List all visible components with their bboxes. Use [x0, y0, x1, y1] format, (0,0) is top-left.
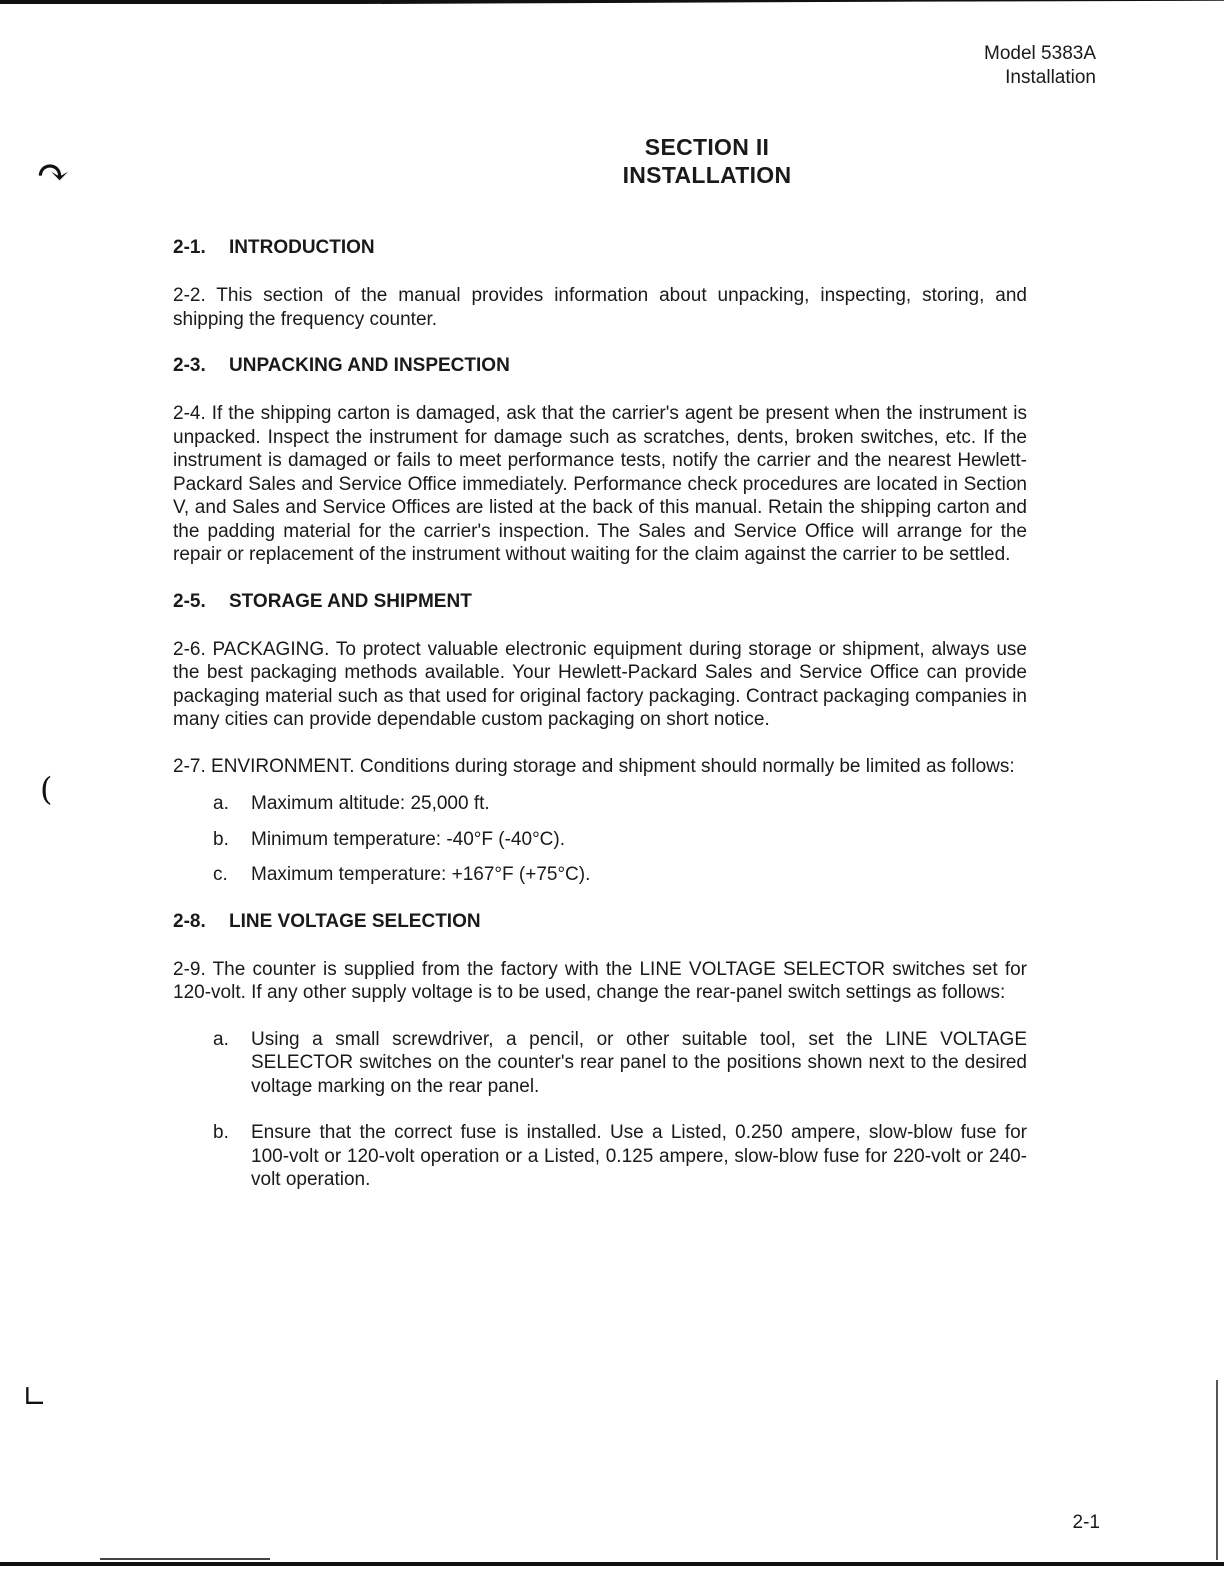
scan-mark-bottom-icon: ∟ — [22, 1380, 48, 1415]
scan-mark-mid-icon: ( — [40, 770, 53, 808]
environment-list — [173, 792, 1027, 887]
heading-number: 2-8. — [173, 910, 206, 932]
list-text: Maximum altitude: 25,000 ft. — [251, 793, 490, 814]
list-item — [173, 863, 1027, 887]
section-heading — [0, 133, 1224, 189]
header-model: Model 5383A — [984, 43, 1096, 64]
scan-right-edge — [1216, 1380, 1218, 1560]
heading-number: 2-3. — [173, 355, 206, 376]
heading-text: LINE VOLTAGE SELECTION — [229, 910, 481, 932]
list-text: Ensure that the correct fuse is installed. Use a Listed, 0.250 ampere, slow-blow fuse for 100-volt or 120-volt operation or a Listed, 0.125 ampere, slow-blow fuse for 220-volt or 240-volt operation. — [251, 1122, 1027, 1190]
top-scan-edge — [0, 0, 1224, 8]
list-marker: a. — [213, 793, 229, 814]
document-body — [173, 236, 1027, 1215]
list-marker: c. — [213, 864, 228, 885]
page-number: 2-1 — [1072, 1512, 1100, 1533]
voltage-steps-list — [173, 1028, 1027, 1192]
heading-number: 2-5. — [173, 590, 206, 612]
list-item — [173, 792, 1027, 816]
list-item — [173, 1121, 1027, 1192]
section-title: INSTALLATION — [622, 162, 792, 188]
heading-line-voltage — [173, 910, 1027, 934]
header-section-name: Installation — [1005, 67, 1096, 88]
paragraph-2-2: 2-2. This section of the manual provides information about unpacking, inspecting, storing, and shipping the frequency counter. — [173, 285, 1027, 330]
list-text: Using a small screwdriver, a pencil, or other suitable tool, set the LINE VOLTAGE SELECTOR switches on the counter's rear panel to the positions shown next to the desired voltage marking on the rear panel. — [251, 1028, 1027, 1097]
section-number: SECTION II — [644, 134, 770, 160]
heading-text: STORAGE AND SHIPMENT — [229, 590, 472, 612]
heading-number: 2-1. — [173, 237, 206, 258]
page-header — [984, 42, 1096, 90]
heading-unpacking — [173, 354, 1027, 378]
paragraph-2-6: 2-6. PACKAGING. To protect valuable electronic equipment during storage or shipment, always use the best packaging methods available. Your Hewlett-Packard Sales and Service Office can provide packaging material such as that used for original factory packaging. Contract packaging companies in many cities can provide dependable custom packaging on short notice. — [173, 638, 1027, 730]
scan-bottom-edge — [0, 1562, 1224, 1566]
heading-introduction — [173, 236, 1027, 260]
heading-text: INTRODUCTION — [229, 237, 375, 258]
paragraph-2-9: 2-9. The counter is supplied from the factory with the LINE VOLTAGE SELECTOR switches set for 120-volt. If any other supply voltage is to be used, change the rear-panel switch settings as follows: — [173, 958, 1027, 1003]
list-text: Maximum temperature: +167°F (+75°C). — [251, 864, 591, 885]
scan-bottom-line-thin — [100, 1558, 270, 1560]
paragraph-2-7: 2-7. ENVIRONMENT. Conditions during storage and shipment should normally be limited as follows: — [173, 755, 1015, 777]
list-marker: b. — [213, 828, 229, 850]
scan-mark-top-icon: ↷ — [36, 150, 70, 196]
list-item — [173, 1028, 1027, 1099]
paragraph-2-4: 2-4. If the shipping carton is damaged, ask that the carrier's agent be present when the instrument is unpacked. Inspect the instrument for damage such as scratches, dents, broken switches, etc. If the instrument is damaged or fails to meet performance tests, notify the carrier and the nearest Hewlett-Packard Sales and Service Office immediately. Performance check procedures are located in Section V, and Sales and Service Offices are listed at the back of this manual. Retain the shipping carton and the padding material for the carrier's inspection. The Sales and Service Office will arrange for the repair or replacement of the instrument without waiting for the claim against the carrier to be settled. — [173, 403, 1027, 565]
list-item — [173, 828, 1027, 852]
list-text: Minimum temperature: -40°F (-40°C). — [251, 828, 565, 850]
heading-text: UNPACKING AND INSPECTION — [229, 355, 510, 376]
list-marker: a. — [213, 1028, 229, 1050]
heading-storage — [173, 590, 1027, 614]
list-marker: b. — [213, 1122, 229, 1143]
